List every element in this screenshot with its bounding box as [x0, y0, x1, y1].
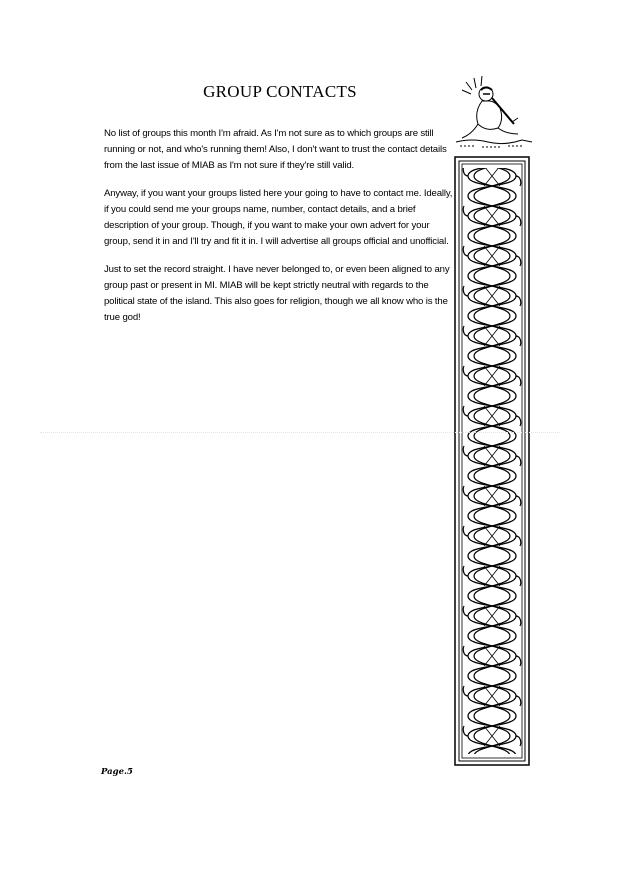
- pirate-figure-icon: [452, 72, 534, 154]
- paragraph-3: Just to set the record straight. I have never belonged to, or even been aligned to any group past or present in MI. MIAB will be kept strictly neutral with regards to the political state of the island. This also goes for religion, though we all know who is the true god!: [104, 264, 450, 323]
- page-number: Page.5: [101, 767, 133, 777]
- article-body: [104, 126, 454, 338]
- paragraph-1: No list of groups this month I'm afraid. As I'm not sure as to which groups are still running or not, and who's running them! Also, I don't want to trust the contact details from the last issue of MIAB as I'm not sure if they're still valid.: [104, 128, 447, 171]
- scan-artifact-line: [40, 432, 560, 434]
- paragraph-2: Anyway, if you want your groups listed here your going to have to contact me. Ideally, if you could send me your groups name, number, contact details, and a brief description of your group. Though, if you want to make your own advert for your group, send it in and I'll try and fit it in. I will advertise all groups official and unofficial.: [104, 188, 453, 247]
- page-title: GROUP CONTACTS: [203, 82, 357, 101]
- celtic-knot-border-icon: [454, 156, 530, 766]
